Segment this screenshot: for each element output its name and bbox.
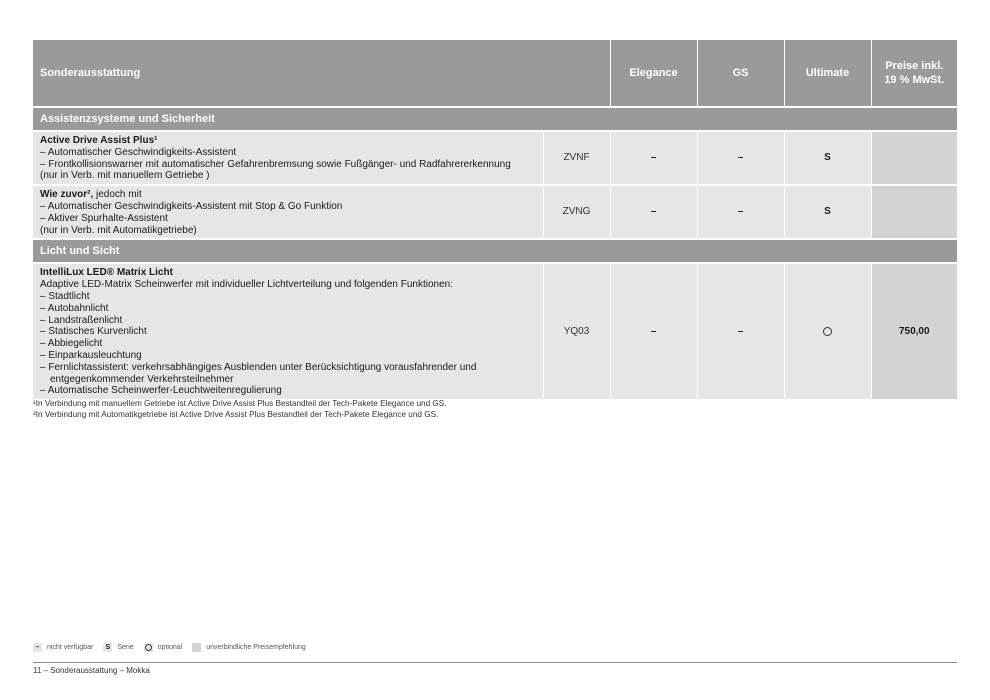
dash-icon: –	[33, 643, 42, 652]
list-item: – Automatischer Geschwindigkeits-Assistent	[40, 146, 237, 158]
legend-item-price	[192, 643, 306, 652]
section-title: Licht und Sicht	[33, 239, 957, 263]
row-code: YQ03	[543, 263, 610, 399]
legend	[33, 643, 316, 652]
list-item: – Automatischer Geschwindigkeits-Assistent mit Stop & Go Funktion	[40, 200, 343, 212]
header-price-line2: 19 % MwSt.	[884, 74, 945, 86]
table-row	[33, 185, 957, 239]
list-item: – Fernlichtassistent: verkehrsabhängiges Ausblenden unter Berücksichtigung vorausfahrender und entgegenkommender Verkehrsteilnehmer	[40, 361, 477, 385]
row-title: IntelliLux LED® Matrix Licht	[40, 267, 173, 279]
legend-item-optional	[144, 643, 183, 652]
footnote: ¹In Verbindung mit manuellem Getriebe ist Active Drive Assist Plus Bestandteil der Tech-Pakete Elegance und GS.	[33, 399, 447, 408]
row-code: ZVNG	[543, 185, 610, 239]
footnotes	[33, 398, 447, 420]
legend-label: unverbindliche Preisempfehlung	[206, 644, 306, 651]
row-description	[33, 185, 543, 239]
table-header	[33, 40, 957, 107]
footnote: ²In Verbindung mit Automatikgetriebe ist Active Drive Assist Plus Bestandteil der Tech-Pakete Elegance und GS.	[33, 410, 439, 419]
cell-gs: –	[697, 131, 784, 185]
section-header	[33, 239, 957, 263]
legend-item-standard	[103, 643, 133, 652]
list-item: – Landstraßenlicht	[40, 314, 123, 326]
table-row	[33, 131, 957, 185]
row-note: (nur in Verb. mit manuellem Getriebe )	[40, 170, 210, 182]
row-note: (nur in Verb. mit Automatikgetriebe)	[40, 224, 197, 236]
cell-elegance: –	[610, 185, 697, 239]
circle-box	[144, 643, 153, 652]
cell-gs: –	[697, 185, 784, 239]
row-code: ZVNF	[543, 131, 610, 185]
header-gs: GS	[697, 40, 784, 107]
header-description: Sonderausstattung	[33, 40, 610, 107]
header-price-line1: Preise inkl.	[885, 60, 944, 72]
header-ultimate: Ultimate	[784, 40, 871, 107]
cell-ultimate: S	[784, 185, 871, 239]
table-row	[33, 263, 957, 399]
list-item: – Abbiegelicht	[40, 338, 103, 350]
legend-label: optional	[157, 644, 183, 651]
legend-label: Serie	[117, 644, 134, 651]
s-icon: S	[103, 643, 112, 652]
cell-gs: –	[697, 263, 784, 399]
list-item: – Aktiver Spurhalte-Assistent	[40, 212, 168, 224]
legend-label: nicht verfügbar	[47, 644, 94, 651]
section-title: Assistenzsysteme und Sicherheit	[33, 107, 957, 131]
cell-elegance: –	[610, 131, 697, 185]
row-description	[33, 263, 543, 399]
section-header	[33, 107, 957, 131]
cell-price: 750,00	[871, 263, 957, 399]
list-item: – Stadtlicht	[40, 290, 90, 302]
footer-divider	[33, 662, 957, 663]
optional-circle-icon	[145, 644, 152, 651]
row-intro: Adaptive LED-Matrix Scheinwerfer mit individueller Lichtverteilung und folgenden Funktionen:	[40, 279, 453, 291]
grey-square-icon	[192, 643, 201, 652]
cell-elegance: –	[610, 263, 697, 399]
row-description	[33, 131, 543, 185]
list-item: – Autobahnlicht	[40, 302, 109, 314]
legend-item-not-available	[33, 643, 93, 652]
header-elegance: Elegance	[610, 40, 697, 107]
cell-price	[871, 185, 957, 239]
list-item: – Statisches Kurvenlicht	[40, 326, 147, 338]
list-item: – Frontkollisionswarner mit automatischer Gefahrenbremsung sowie Fußgänger- und Radfahrererkennung	[40, 158, 511, 170]
list-item: – Automatische Scheinwerfer-Leuchtweitenregulierung	[40, 385, 282, 397]
cell-ultimate: S	[784, 131, 871, 185]
row-title: Wie zuvor²,	[40, 189, 94, 201]
optional-circle-icon	[823, 327, 832, 336]
page-footer: 11 – Sonderausstattung – Mokka	[33, 666, 150, 675]
header-price	[871, 40, 957, 107]
row-title-rest: jedoch mit	[93, 189, 142, 201]
cell-price	[871, 131, 957, 185]
list-item: – Einparkausleuchtung	[40, 349, 142, 361]
equipment-table	[33, 40, 957, 399]
cell-ultimate	[784, 263, 871, 399]
row-title: Active Drive Assist Plus¹	[40, 135, 158, 146]
